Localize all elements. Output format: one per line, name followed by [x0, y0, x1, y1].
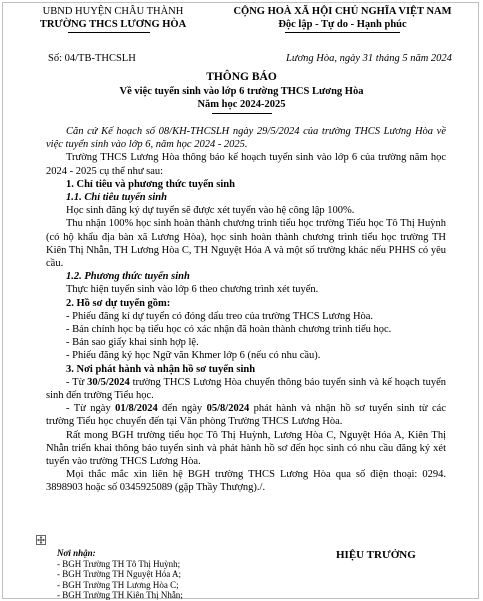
header-left: [18, 5, 208, 31]
dossier-item: - Bản sao giấy khai sinh hợp lệ.: [66, 337, 199, 349]
school-name: TRƯỜNG THCS LƯƠNG HÒA: [39, 19, 187, 30]
school-year: Năm học 2024-2025: [197, 99, 286, 110]
recipient-item: - BGH Trường TH Kiên Thị Nhẫn;: [57, 590, 183, 601]
document-date: Lương Hòa, ngày 31 tháng 5 năm 2024: [286, 53, 452, 64]
section-2-heading: 2. Hồ sơ dự tuyển gồm:: [66, 297, 171, 309]
intro-paragraph: Trường THCS Lương Hòa thông báo kế hoạch tuyển sinh vào lớp 6 của trường năm học 2024 - 2025 cụ thể như sau:: [46, 152, 446, 177]
date-highlight: 05/8/2024: [206, 403, 250, 415]
recipient-item: - BGH Trường TH Tô Thị Huỳnh;: [57, 558, 181, 569]
date-highlight: 01/8/2024: [115, 403, 158, 415]
recipients-label: Nơi nhận:: [57, 548, 96, 558]
district-name: UBND HUYỆN CHÂU THÀNH: [42, 6, 184, 17]
header-right: [210, 5, 475, 31]
recipient-item: - BGH Trường TH Lương Hòa C;: [57, 579, 179, 590]
dossier-item: - Phiếu đăng kí dự tuyển có đóng dấu treo của trường THCS Lương Hòa.: [66, 310, 374, 322]
section-3-heading: 3. Nơi phát hành và nhận hồ sơ tuyển sinh: [66, 363, 256, 375]
header-left-underline: [68, 32, 150, 33]
quota-paragraph: Học sinh đăng ký dự tuyển sẽ được xét tuyển vào hệ công lập 100%.: [66, 205, 355, 217]
dossier-item: - Phiếu đăng ký học Ngữ văn Khmer lớp 6 (nếu có nhu cầu).: [66, 350, 321, 362]
recipients-block: [57, 548, 183, 601]
timeline-paragraph-2: - Từ ngày 01/8/2024 đến ngày 05/8/2024 phát hành và nhận hồ sơ tuyển sinh từ các trường Tiểu học chuyển đến tại Văn phòng Trường THCS Lương Hòa.: [46, 403, 446, 428]
contact-paragraph: Mọi thắc mắc xin liên hệ BGH trường THCS Lương Hòa qua số điện thoại: 0294. 3898903 hoặc số 0345925089 (gặp Thầy Thượng)./.: [46, 469, 446, 494]
section-1-1-heading: 1.1. Chỉ tiêu tuyển sinh: [66, 192, 167, 204]
signature-title: HIỆU TRƯỞNG: [336, 549, 416, 561]
recipient-item: - BGH Trường TH Nguyệt Hóa A;: [57, 569, 181, 580]
document-title: THÔNG BÁO: [206, 71, 277, 83]
date-highlight: 30/5/2024: [87, 376, 130, 388]
method-paragraph: Thực hiện tuyển sinh vào lớp 6 theo chương trình xét tuyển.: [66, 284, 319, 296]
document-subtitle: Về việc tuyển sinh vào lớp 6 trường THCS Lương Hòa: [119, 86, 364, 97]
dossier-item: - Bản chính học bạ tiểu học có xác nhận đã hoàn thành chương trình tiểu học.: [66, 324, 392, 336]
request-paragraph: Rất mong BGH trường tiểu học Tô Thị Huỳnh, Lương Hòa C, Nguyệt Hóa A, Kiên Thị Nhẫn triển khai thông báo tuyển sinh và phát hành hồ sơ đến học sinh có nhu cầu đăng ký xét tuyển vào trường THCS Lương Hòa.: [46, 429, 446, 468]
section-1-2-heading: 1.2. Phương thức tuyển sinh: [66, 271, 190, 283]
national-motto: Độc lập - Tự do - Hạnh phúc: [278, 19, 407, 30]
timeline-paragraph-1: - Từ 30/5/2024 trường THCS Lương Hòa chuyển thông báo tuyển sinh và kế hoạch tuyển sinh đến trường Tiểu học.: [46, 376, 446, 402]
section-1-heading: 1. Chỉ tiêu và phương thức tuyển sinh: [66, 178, 235, 190]
document-body: [46, 125, 446, 495]
document-number: Số: 04/TB-THCSLH: [48, 53, 136, 64]
table-move-handle-icon[interactable]: [36, 535, 46, 545]
title-underline: [212, 113, 272, 114]
header-right-underline: [285, 32, 400, 33]
admission-paragraph: Thu nhận 100% học sinh hoàn thành chương trình tiểu học trường Tiểu học Tô Thị Huỳnh (có hộ khẩu địa bàn xã Lương Hòa), học sinh hoàn thành chương trình tiểu học trường TH Kiên Thị Nhẫn, TH Lương Hòa C, TH Nguyệt Hóa A và một số trường khác nếu PHHS có yêu cầu.: [46, 218, 446, 270]
national-title: CỘNG HOÀ XÃ HỘI CHỦ NGHĨA VIỆT NAM: [233, 6, 452, 17]
basis-paragraph: Căn cứ Kế hoạch số 08/KH-THCSLH ngày 29/5/2024 của trường THCS Lương Hòa về việc tuyển sinh vào lớp 6, năm học 2024 - 2025.: [46, 126, 446, 151]
